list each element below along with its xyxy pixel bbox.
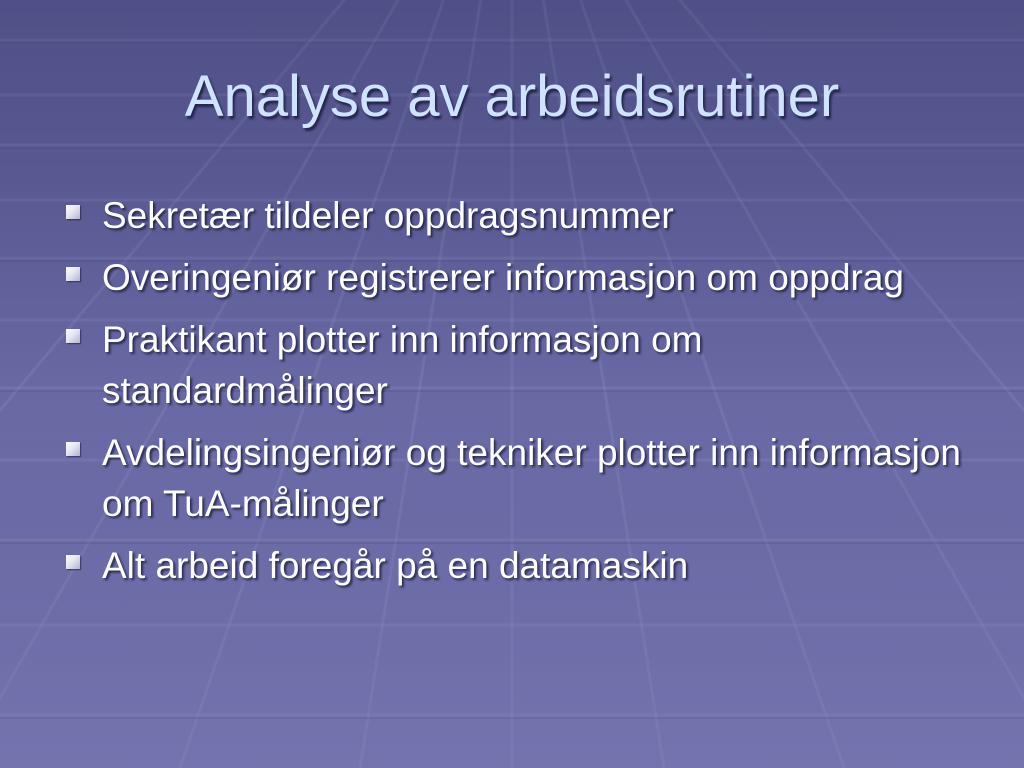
bullet-text: Overingeniør registrerer informasjon om oppdrag xyxy=(102,257,905,298)
slide-title: Analyse av arbeidsrutiner xyxy=(184,64,840,129)
bullet-item xyxy=(62,540,962,591)
bullet-item xyxy=(62,252,962,303)
square-bullet-icon xyxy=(66,442,80,456)
bullet-text: Avdelingsingeniør og tekniker plotter inn informasjon om TuA-målinger xyxy=(102,432,962,524)
bullet-text: Alt arbeid foregår på en datamaskin xyxy=(102,545,689,586)
bullet-text: Praktikant plotter inn informasjon om standardmålinger xyxy=(102,319,703,411)
square-bullet-icon xyxy=(66,267,80,281)
bullet-item xyxy=(62,314,962,416)
square-bullet-icon xyxy=(66,329,80,343)
square-bullet-icon xyxy=(66,555,80,569)
bullet-list xyxy=(62,190,962,602)
bullet-item xyxy=(62,190,962,241)
square-bullet-icon xyxy=(66,205,80,219)
bullet-item xyxy=(62,427,962,529)
bullet-text: Sekretær tildeler oppdragsnummer xyxy=(102,195,674,236)
